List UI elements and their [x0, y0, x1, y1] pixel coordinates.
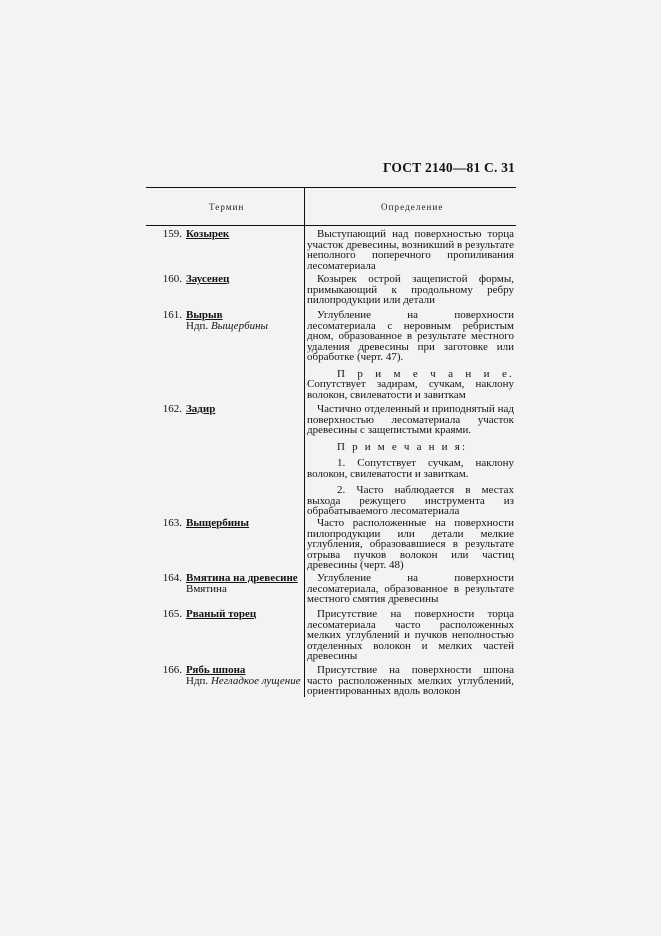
synonym-line	[146, 675, 301, 687]
term-number: 165.	[162, 608, 182, 620]
term-cell	[146, 518, 296, 529]
note	[307, 369, 514, 401]
term-cell	[146, 573, 296, 595]
table-top-rule	[146, 187, 516, 188]
term-name: Рябь шпона	[186, 664, 246, 676]
synonym-line	[146, 321, 296, 332]
synonym-prefix: Ндп.	[186, 320, 209, 332]
term-cell	[146, 404, 296, 415]
definition-cell	[307, 665, 514, 697]
column-divider	[304, 187, 305, 697]
note-text: Сопутствует задирам, сучкам, наклону волокон, свилеватости и завиткам	[307, 378, 514, 401]
synonym-allowed: Вмятина	[186, 583, 227, 595]
definition-cell	[307, 573, 514, 605]
term-cell	[146, 664, 301, 687]
term-number: 162.	[162, 403, 182, 415]
definition-text: Частично отделенный и приподнятый над поверхностью лесоматериала участок древесины с защепистыми краями.	[307, 403, 514, 436]
column-header-term: Термин	[209, 202, 245, 212]
table-header-rule	[146, 225, 516, 226]
definition-text: Присутствие на поверхности торца лесоматериала часто расположенных мелких углублений и пучков неполностью отделенных волокон и мелких частей древесины	[307, 608, 514, 662]
term-number: 159.	[162, 228, 182, 240]
synonym-prefix: Ндп.	[186, 675, 209, 687]
definition-text: Козырек острой защепистой формы, примыкающий к продольному ребру пилопродукции или детали	[307, 273, 514, 306]
definition-text: Присутствие на поверхности шпона часто расположенных мелких углублений, ориентированных вдоль волокон	[307, 664, 514, 697]
term-number: 161.	[162, 309, 182, 321]
note-title: П р и м е ч а н и е.	[337, 367, 514, 380]
definition-cell	[307, 404, 514, 517]
term-number: 160.	[162, 273, 182, 285]
definition-text: Часто расположенные на поверхности пилопродукции или детали мелкие углубления, образовавшиеся в результате отрыва пучков волокон или частиц древесины (черт. 48)	[307, 517, 514, 571]
definition-text: Углубление на поверхности лесоматериала, образованное в результате местного смятия древесины	[307, 572, 514, 605]
term-cell	[146, 274, 296, 285]
term-name: Вмятина на древесине	[186, 572, 298, 584]
term-name: Заусенец	[186, 273, 230, 285]
term-cell	[146, 229, 296, 240]
definition-cell	[307, 518, 514, 571]
notes-title: П р и м е ч а н и я:	[337, 440, 468, 453]
term-number: 164.	[162, 572, 182, 584]
column-header-definition: Определение	[381, 202, 444, 212]
term-name: Рваный торец	[186, 608, 257, 620]
synonym-line	[146, 584, 296, 595]
term-cell	[146, 310, 296, 332]
synonym-not-allowed: Выщербины	[210, 320, 269, 332]
definition-cell	[307, 609, 514, 662]
term-name: Козырек	[186, 228, 230, 240]
term-cell	[146, 609, 296, 620]
definition-cell	[307, 229, 514, 271]
synonym-not-allowed: Негладкое лущение	[210, 675, 301, 687]
page-header: ГОСТ 2140—81 С. 31	[382, 160, 515, 175]
definition-cell	[307, 310, 514, 400]
term-name: Выщербины	[186, 517, 249, 529]
definition-text: Углубление на поверхности лесоматериала с неровным ребристым дном, образованное в результате местного удаления древесины при заготовке или обработке (черт. 47).	[307, 309, 514, 363]
term-name: Задир	[186, 403, 216, 415]
definition-text: Выступающий над поверхностью торца участок древесины, возникший в результате неполного поперечного пропиливания лесоматериала	[307, 228, 514, 272]
note-2: 2. Часто наблюдается в местах выхода режущего инструмента из обрабатываемого лесоматериала	[307, 484, 514, 517]
note-1: 1. Сопутствует сучкам, наклону волокон, свилеватости и завиткам.	[307, 457, 514, 480]
term-number: 163.	[162, 517, 182, 529]
term-number: 166.	[162, 664, 182, 676]
term-name: Вырыв	[186, 309, 223, 321]
definition-cell	[307, 274, 514, 306]
